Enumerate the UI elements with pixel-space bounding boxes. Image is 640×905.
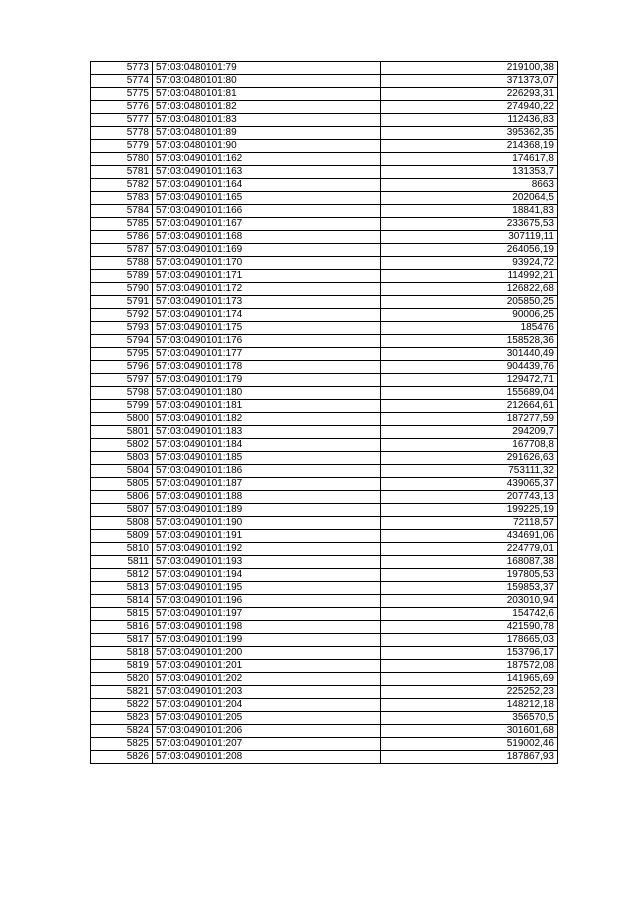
cadastral-number-cell: 57:03:0480101:82 bbox=[153, 101, 381, 114]
cadastral-number-cell: 57:03:0490101:182 bbox=[153, 413, 381, 426]
cadastral-number-cell: 57:03:0490101:190 bbox=[153, 517, 381, 530]
row-number-cell: 5807 bbox=[91, 504, 153, 517]
value-cell: 187572,08 bbox=[381, 660, 558, 673]
table-row bbox=[91, 439, 558, 452]
value-cell: 219100,38 bbox=[381, 62, 558, 75]
table-row bbox=[91, 166, 558, 179]
table-row bbox=[91, 75, 558, 88]
row-number-cell: 5812 bbox=[91, 569, 153, 582]
row-number-cell: 5809 bbox=[91, 530, 153, 543]
table-row bbox=[91, 543, 558, 556]
cadastral-number-cell: 57:03:0490101:174 bbox=[153, 309, 381, 322]
table-row bbox=[91, 556, 558, 569]
table-row bbox=[91, 491, 558, 504]
row-number-cell: 5811 bbox=[91, 556, 153, 569]
row-number-cell: 5776 bbox=[91, 101, 153, 114]
row-number-cell: 5825 bbox=[91, 738, 153, 751]
row-number-cell: 5800 bbox=[91, 413, 153, 426]
value-cell: 167708,8 bbox=[381, 439, 558, 452]
cadastral-number-cell: 57:03:0490101:206 bbox=[153, 725, 381, 738]
table-row bbox=[91, 192, 558, 205]
value-cell: 18841,83 bbox=[381, 205, 558, 218]
table-row bbox=[91, 621, 558, 634]
row-number-cell: 5773 bbox=[91, 62, 153, 75]
cadastral-number-cell: 57:03:0490101:175 bbox=[153, 322, 381, 335]
cadastral-number-cell: 57:03:0490101:170 bbox=[153, 257, 381, 270]
cadastral-number-cell: 57:03:0490101:208 bbox=[153, 751, 381, 764]
table-row bbox=[91, 725, 558, 738]
value-cell: 153796,17 bbox=[381, 647, 558, 660]
row-number-cell: 5826 bbox=[91, 751, 153, 764]
cadastral-number-cell: 57:03:0480101:80 bbox=[153, 75, 381, 88]
row-number-cell: 5820 bbox=[91, 673, 153, 686]
value-cell: 93924,72 bbox=[381, 257, 558, 270]
value-cell: 168087,38 bbox=[381, 556, 558, 569]
value-cell: 291626,63 bbox=[381, 452, 558, 465]
table-row bbox=[91, 114, 558, 127]
row-number-cell: 5814 bbox=[91, 595, 153, 608]
row-number-cell: 5778 bbox=[91, 127, 153, 140]
table-row bbox=[91, 478, 558, 491]
value-cell: 174617,8 bbox=[381, 153, 558, 166]
value-cell: 159853,37 bbox=[381, 582, 558, 595]
row-number-cell: 5790 bbox=[91, 283, 153, 296]
row-number-cell: 5805 bbox=[91, 478, 153, 491]
value-cell: 131353,7 bbox=[381, 166, 558, 179]
value-cell: 212664,61 bbox=[381, 400, 558, 413]
row-number-cell: 5788 bbox=[91, 257, 153, 270]
table-row bbox=[91, 205, 558, 218]
row-number-cell: 5777 bbox=[91, 114, 153, 127]
table-row bbox=[91, 387, 558, 400]
row-number-cell: 5804 bbox=[91, 465, 153, 478]
value-cell: 371373,07 bbox=[381, 75, 558, 88]
value-cell: 904439,76 bbox=[381, 361, 558, 374]
table-row bbox=[91, 348, 558, 361]
cadastral-number-cell: 57:03:0490101:167 bbox=[153, 218, 381, 231]
row-number-cell: 5819 bbox=[91, 660, 153, 673]
value-cell: 72118,57 bbox=[381, 517, 558, 530]
row-number-cell: 5818 bbox=[91, 647, 153, 660]
table-row bbox=[91, 309, 558, 322]
value-cell: 197805,53 bbox=[381, 569, 558, 582]
cadastral-number-cell: 57:03:0490101:176 bbox=[153, 335, 381, 348]
table-row bbox=[91, 140, 558, 153]
value-cell: 126822,68 bbox=[381, 283, 558, 296]
table-row bbox=[91, 270, 558, 283]
row-number-cell: 5817 bbox=[91, 634, 153, 647]
cadastral-number-cell: 57:03:0490101:202 bbox=[153, 673, 381, 686]
table-row bbox=[91, 127, 558, 140]
row-number-cell: 5779 bbox=[91, 140, 153, 153]
table-row bbox=[91, 452, 558, 465]
cadastral-number-cell: 57:03:0490101:165 bbox=[153, 192, 381, 205]
cadastral-number-cell: 57:03:0490101:197 bbox=[153, 608, 381, 621]
value-cell: 114992,21 bbox=[381, 270, 558, 283]
table-row bbox=[91, 101, 558, 114]
cadastral-number-cell: 57:03:0490101:187 bbox=[153, 478, 381, 491]
value-cell: 112436,83 bbox=[381, 114, 558, 127]
table-row bbox=[91, 660, 558, 673]
table-row bbox=[91, 179, 558, 192]
cadastral-number-cell: 57:03:0490101:204 bbox=[153, 699, 381, 712]
value-cell: 233675,53 bbox=[381, 218, 558, 231]
cadastral-number-cell: 57:03:0490101:201 bbox=[153, 660, 381, 673]
value-cell: 753111,32 bbox=[381, 465, 558, 478]
table-row bbox=[91, 283, 558, 296]
table-row bbox=[91, 530, 558, 543]
value-cell: 519002,46 bbox=[381, 738, 558, 751]
value-cell: 207743,13 bbox=[381, 491, 558, 504]
cadastral-number-cell: 57:03:0490101:194 bbox=[153, 569, 381, 582]
row-number-cell: 5787 bbox=[91, 244, 153, 257]
table-row bbox=[91, 374, 558, 387]
value-cell: 301601,68 bbox=[381, 725, 558, 738]
table-row bbox=[91, 504, 558, 517]
cadastral-number-cell: 57:03:0490101:162 bbox=[153, 153, 381, 166]
cadastral-number-cell: 57:03:0490101:186 bbox=[153, 465, 381, 478]
cadastral-number-cell: 57:03:0490101:164 bbox=[153, 179, 381, 192]
cadastral-number-cell: 57:03:0490101:173 bbox=[153, 296, 381, 309]
value-cell: 154742,6 bbox=[381, 608, 558, 621]
value-cell: 202064,5 bbox=[381, 192, 558, 205]
value-cell: 205850,25 bbox=[381, 296, 558, 309]
value-cell: 155689,04 bbox=[381, 387, 558, 400]
value-cell: 185476 bbox=[381, 322, 558, 335]
value-cell: 224779,01 bbox=[381, 543, 558, 556]
value-cell: 8663 bbox=[381, 179, 558, 192]
table-row bbox=[91, 738, 558, 751]
row-number-cell: 5774 bbox=[91, 75, 153, 88]
cadastral-number-cell: 57:03:0490101:180 bbox=[153, 387, 381, 400]
table-row bbox=[91, 517, 558, 530]
cadastral-number-cell: 57:03:0480101:81 bbox=[153, 88, 381, 101]
table-row bbox=[91, 257, 558, 270]
table-row bbox=[91, 62, 558, 75]
table-row bbox=[91, 673, 558, 686]
table-body bbox=[91, 62, 558, 764]
cadastral-number-cell: 57:03:0490101:199 bbox=[153, 634, 381, 647]
table-row bbox=[91, 322, 558, 335]
value-cell: 187867,93 bbox=[381, 751, 558, 764]
value-cell: 199225,19 bbox=[381, 504, 558, 517]
value-cell: 187277,59 bbox=[381, 413, 558, 426]
row-number-cell: 5799 bbox=[91, 400, 153, 413]
value-cell: 214368,19 bbox=[381, 140, 558, 153]
table-row bbox=[91, 218, 558, 231]
table-row bbox=[91, 413, 558, 426]
cadastral-number-cell: 57:03:0490101:169 bbox=[153, 244, 381, 257]
table-row bbox=[91, 595, 558, 608]
table-row bbox=[91, 88, 558, 101]
row-number-cell: 5797 bbox=[91, 374, 153, 387]
row-number-cell: 5822 bbox=[91, 699, 153, 712]
value-cell: 141965,69 bbox=[381, 673, 558, 686]
value-cell: 274940,22 bbox=[381, 101, 558, 114]
table-row bbox=[91, 426, 558, 439]
cadastral-number-cell: 57:03:0490101:181 bbox=[153, 400, 381, 413]
value-cell: 158528,36 bbox=[381, 335, 558, 348]
row-number-cell: 5785 bbox=[91, 218, 153, 231]
row-number-cell: 5791 bbox=[91, 296, 153, 309]
row-number-cell: 5806 bbox=[91, 491, 153, 504]
cadastral-number-cell: 57:03:0490101:198 bbox=[153, 621, 381, 634]
cadastral-number-cell: 57:03:0490101:171 bbox=[153, 270, 381, 283]
table-row bbox=[91, 244, 558, 257]
row-number-cell: 5803 bbox=[91, 452, 153, 465]
cadastral-number-cell: 57:03:0490101:200 bbox=[153, 647, 381, 660]
value-cell: 421590,78 bbox=[381, 621, 558, 634]
row-number-cell: 5792 bbox=[91, 309, 153, 322]
cadastral-number-cell: 57:03:0480101:83 bbox=[153, 114, 381, 127]
cadastral-number-cell: 57:03:0480101:89 bbox=[153, 127, 381, 140]
row-number-cell: 5784 bbox=[91, 205, 153, 218]
cadastral-number-cell: 57:03:0490101:188 bbox=[153, 491, 381, 504]
row-number-cell: 5802 bbox=[91, 439, 153, 452]
cadastral-number-cell: 57:03:0490101:189 bbox=[153, 504, 381, 517]
row-number-cell: 5816 bbox=[91, 621, 153, 634]
row-number-cell: 5786 bbox=[91, 231, 153, 244]
row-number-cell: 5824 bbox=[91, 725, 153, 738]
value-cell: 226293,31 bbox=[381, 88, 558, 101]
cadastral-number-cell: 57:03:0490101:205 bbox=[153, 712, 381, 725]
row-number-cell: 5798 bbox=[91, 387, 153, 400]
table-row bbox=[91, 751, 558, 764]
value-cell: 395362,35 bbox=[381, 127, 558, 140]
value-cell: 178665,03 bbox=[381, 634, 558, 647]
row-number-cell: 5783 bbox=[91, 192, 153, 205]
row-number-cell: 5782 bbox=[91, 179, 153, 192]
row-number-cell: 5793 bbox=[91, 322, 153, 335]
table-row bbox=[91, 335, 558, 348]
cadastral-number-cell: 57:03:0490101:185 bbox=[153, 452, 381, 465]
table-row bbox=[91, 400, 558, 413]
row-number-cell: 5796 bbox=[91, 361, 153, 374]
table-row bbox=[91, 296, 558, 309]
row-number-cell: 5781 bbox=[91, 166, 153, 179]
cadastral-number-cell: 57:03:0490101:193 bbox=[153, 556, 381, 569]
value-cell: 225252,23 bbox=[381, 686, 558, 699]
table-row bbox=[91, 634, 558, 647]
row-number-cell: 5801 bbox=[91, 426, 153, 439]
value-cell: 307119,11 bbox=[381, 231, 558, 244]
cadastral-number-cell: 57:03:0490101:203 bbox=[153, 686, 381, 699]
table-row bbox=[91, 699, 558, 712]
row-number-cell: 5810 bbox=[91, 543, 153, 556]
cadastral-number-cell: 57:03:0490101:183 bbox=[153, 426, 381, 439]
row-number-cell: 5775 bbox=[91, 88, 153, 101]
table-row bbox=[91, 231, 558, 244]
data-table bbox=[90, 61, 558, 764]
table-row bbox=[91, 361, 558, 374]
cadastral-number-cell: 57:03:0490101:184 bbox=[153, 439, 381, 452]
row-number-cell: 5795 bbox=[91, 348, 153, 361]
table-row bbox=[91, 569, 558, 582]
row-number-cell: 5789 bbox=[91, 270, 153, 283]
value-cell: 356570,5 bbox=[381, 712, 558, 725]
value-cell: 203010,94 bbox=[381, 595, 558, 608]
cadastral-number-cell: 57:03:0490101:196 bbox=[153, 595, 381, 608]
cadastral-number-cell: 57:03:0490101:163 bbox=[153, 166, 381, 179]
cadastral-number-cell: 57:03:0490101:195 bbox=[153, 582, 381, 595]
value-cell: 439065,37 bbox=[381, 478, 558, 491]
row-number-cell: 5794 bbox=[91, 335, 153, 348]
value-cell: 264056,19 bbox=[381, 244, 558, 257]
cadastral-number-cell: 57:03:0490101:191 bbox=[153, 530, 381, 543]
cadastral-number-cell: 57:03:0490101:166 bbox=[153, 205, 381, 218]
value-cell: 90006,25 bbox=[381, 309, 558, 322]
cadastral-number-cell: 57:03:0480101:90 bbox=[153, 140, 381, 153]
row-number-cell: 5813 bbox=[91, 582, 153, 595]
cadastral-number-cell: 57:03:0490101:192 bbox=[153, 543, 381, 556]
row-number-cell: 5821 bbox=[91, 686, 153, 699]
value-cell: 434691,06 bbox=[381, 530, 558, 543]
value-cell: 301440,49 bbox=[381, 348, 558, 361]
value-cell: 148212,18 bbox=[381, 699, 558, 712]
cadastral-number-cell: 57:03:0480101:79 bbox=[153, 62, 381, 75]
cadastral-number-cell: 57:03:0490101:168 bbox=[153, 231, 381, 244]
table-row bbox=[91, 153, 558, 166]
table-row bbox=[91, 608, 558, 621]
cadastral-number-cell: 57:03:0490101:207 bbox=[153, 738, 381, 751]
cadastral-number-cell: 57:03:0490101:178 bbox=[153, 361, 381, 374]
row-number-cell: 5823 bbox=[91, 712, 153, 725]
table-row bbox=[91, 712, 558, 725]
value-cell: 129472,71 bbox=[381, 374, 558, 387]
cadastral-number-cell: 57:03:0490101:177 bbox=[153, 348, 381, 361]
table-row bbox=[91, 686, 558, 699]
table-row bbox=[91, 465, 558, 478]
row-number-cell: 5815 bbox=[91, 608, 153, 621]
cadastral-number-cell: 57:03:0490101:172 bbox=[153, 283, 381, 296]
row-number-cell: 5808 bbox=[91, 517, 153, 530]
table-row bbox=[91, 582, 558, 595]
value-cell: 294209,7 bbox=[381, 426, 558, 439]
cadastral-number-cell: 57:03:0490101:179 bbox=[153, 374, 381, 387]
table-row bbox=[91, 647, 558, 660]
row-number-cell: 5780 bbox=[91, 153, 153, 166]
